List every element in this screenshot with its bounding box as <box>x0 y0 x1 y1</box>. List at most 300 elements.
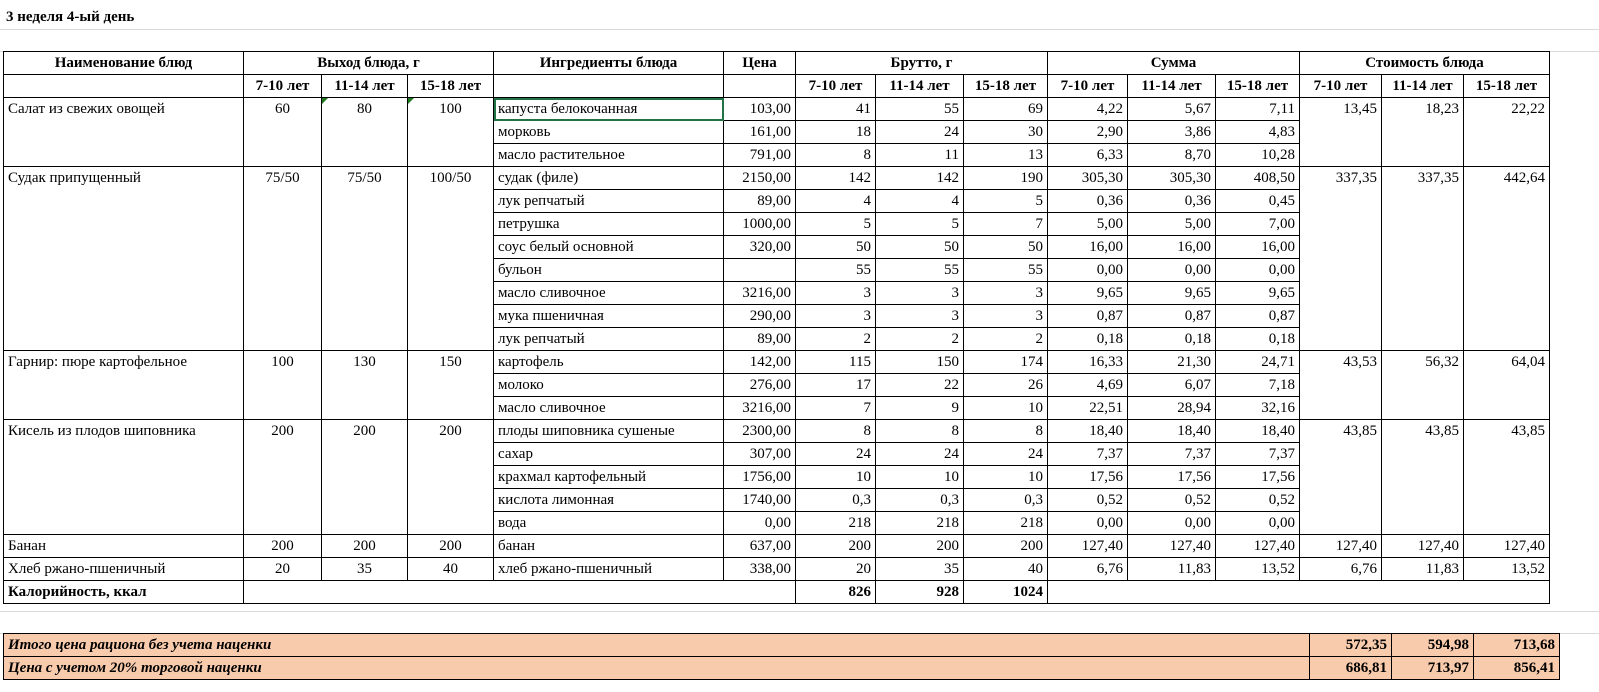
ingredient-sum-11-14[interactable]: 0,36 <box>1128 190 1216 213</box>
ingredient-sum-15-18[interactable]: 24,71 <box>1216 351 1300 374</box>
dish-yield-blank[interactable] <box>408 443 494 466</box>
dish-yield-blank[interactable] <box>408 328 494 351</box>
header-brutto-11-14[interactable]: 11-14 лет <box>876 75 964 98</box>
dish-yield-blank[interactable] <box>408 259 494 282</box>
ingredient-brutto-15-18[interactable]: 55 <box>964 259 1048 282</box>
ingredient-name[interactable]: вода <box>494 512 724 535</box>
ingredient-sum-11-14[interactable]: 0,00 <box>1128 259 1216 282</box>
dish-name-blank[interactable] <box>4 443 244 466</box>
dish-yield-blank[interactable] <box>244 305 322 328</box>
ingredient-price[interactable]: 637,00 <box>724 535 796 558</box>
ingredient-name[interactable]: соус белый основной <box>494 236 724 259</box>
ingredient-price[interactable]: 3216,00 <box>724 282 796 305</box>
dish-cost-blank[interactable] <box>1300 512 1382 535</box>
ingredient-brutto-7-10[interactable]: 218 <box>796 512 876 535</box>
dish-yield-blank[interactable] <box>322 282 408 305</box>
ingredient-brutto-11-14[interactable]: 218 <box>876 512 964 535</box>
ingredient-sum-7-10[interactable]: 22,51 <box>1048 397 1128 420</box>
ingredient-brutto-7-10[interactable]: 24 <box>796 443 876 466</box>
dish-yield-blank[interactable] <box>408 282 494 305</box>
ingredient-sum-15-18[interactable]: 0,87 <box>1216 305 1300 328</box>
dish-cost-blank[interactable] <box>1382 328 1464 351</box>
ingredient-brutto-11-14[interactable]: 24 <box>876 443 964 466</box>
calories-value-7-10[interactable]: 826 <box>796 581 876 604</box>
ingredient-sum-15-18[interactable]: 7,18 <box>1216 374 1300 397</box>
ingredient-brutto-11-14[interactable]: 10 <box>876 466 964 489</box>
header-blank[interactable] <box>4 75 244 98</box>
ingredient-brutto-11-14[interactable]: 9 <box>876 397 964 420</box>
dish-cost-7-10[interactable]: 43,85 <box>1300 420 1382 443</box>
dish-yield-15-18[interactable]: 200 <box>408 535 494 558</box>
ingredient-sum-11-14[interactable]: 17,56 <box>1128 466 1216 489</box>
dish-yield-blank[interactable] <box>408 512 494 535</box>
dish-cost-15-18[interactable]: 13,52 <box>1464 558 1550 581</box>
dish-name-blank[interactable] <box>4 328 244 351</box>
dish-yield-blank[interactable] <box>322 489 408 512</box>
ingredient-sum-7-10[interactable]: 4,22 <box>1048 98 1128 121</box>
ingredient-sum-15-18[interactable]: 17,56 <box>1216 466 1300 489</box>
ingredient-name[interactable]: банан <box>494 535 724 558</box>
dish-cost-blank[interactable] <box>1464 374 1550 397</box>
ingredient-name[interactable]: лук репчатый <box>494 190 724 213</box>
dish-cost-blank[interactable] <box>1382 489 1464 512</box>
ingredient-brutto-15-18[interactable]: 7 <box>964 213 1048 236</box>
ingredient-brutto-15-18[interactable]: 218 <box>964 512 1048 535</box>
dish-yield-blank[interactable] <box>244 190 322 213</box>
dish-yield-blank[interactable] <box>244 121 322 144</box>
dish-yield-blank[interactable] <box>408 213 494 236</box>
ingredient-sum-15-18[interactable]: 0,18 <box>1216 328 1300 351</box>
header-sum-11-14[interactable]: 11-14 лет <box>1128 75 1216 98</box>
dish-yield-15-18[interactable]: 100 <box>408 98 494 121</box>
ingredient-brutto-11-14[interactable]: 22 <box>876 374 964 397</box>
ingredient-sum-11-14[interactable]: 0,18 <box>1128 328 1216 351</box>
dish-cost-7-10[interactable]: 13,45 <box>1300 98 1382 121</box>
ingredient-brutto-7-10[interactable]: 10 <box>796 466 876 489</box>
dish-name-blank[interactable] <box>4 397 244 420</box>
dish-cost-blank[interactable] <box>1382 121 1464 144</box>
dish-cost-blank[interactable] <box>1464 121 1550 144</box>
ingredient-sum-11-14[interactable]: 9,65 <box>1128 282 1216 305</box>
ingredient-brutto-15-18[interactable]: 3 <box>964 282 1048 305</box>
ingredient-sum-11-14[interactable]: 11,83 <box>1128 558 1216 581</box>
ingredient-brutto-7-10[interactable]: 115 <box>796 351 876 374</box>
dish-cost-15-18[interactable]: 22,22 <box>1464 98 1550 121</box>
ingredient-price[interactable]: 276,00 <box>724 374 796 397</box>
dish-cost-blank[interactable] <box>1300 213 1382 236</box>
ingredient-brutto-15-18[interactable]: 3 <box>964 305 1048 328</box>
ingredient-brutto-15-18[interactable]: 190 <box>964 167 1048 190</box>
ingredient-name[interactable]: лук репчатый <box>494 328 724 351</box>
dish-cost-blank[interactable] <box>1464 443 1550 466</box>
dish-name-blank[interactable] <box>4 190 244 213</box>
ingredient-brutto-7-10[interactable]: 7 <box>796 397 876 420</box>
dish-yield-blank[interactable] <box>322 236 408 259</box>
ingredient-brutto-7-10[interactable]: 0,3 <box>796 489 876 512</box>
ingredient-brutto-11-14[interactable]: 0,3 <box>876 489 964 512</box>
header-cost-11-14[interactable]: 11-14 лет <box>1382 75 1464 98</box>
dish-name[interactable]: Банан <box>4 535 244 558</box>
dish-name-blank[interactable] <box>4 282 244 305</box>
totals-value-11-14[interactable]: 713,97 <box>1392 657 1474 680</box>
ingredient-price[interactable]: 103,00 <box>724 98 796 121</box>
ingredient-sum-7-10[interactable]: 5,00 <box>1048 213 1128 236</box>
calories-value-11-14[interactable]: 928 <box>876 581 964 604</box>
dish-cost-blank[interactable] <box>1300 397 1382 420</box>
dish-yield-blank[interactable] <box>244 328 322 351</box>
header-dish-name[interactable]: Наименование блюд <box>4 52 244 75</box>
dish-yield-blank[interactable] <box>244 259 322 282</box>
ingredient-sum-11-14[interactable]: 0,52 <box>1128 489 1216 512</box>
dish-yield-blank[interactable] <box>408 397 494 420</box>
dish-cost-blank[interactable] <box>1464 236 1550 259</box>
ingredient-name[interactable]: картофель <box>494 351 724 374</box>
dish-cost-blank[interactable] <box>1382 374 1464 397</box>
ingredient-price[interactable]: 89,00 <box>724 190 796 213</box>
ingredient-price[interactable]: 89,00 <box>724 328 796 351</box>
ingredient-brutto-7-10[interactable]: 4 <box>796 190 876 213</box>
ingredient-brutto-15-18[interactable]: 26 <box>964 374 1048 397</box>
dish-cost-blank[interactable] <box>1300 190 1382 213</box>
ingredient-brutto-7-10[interactable]: 17 <box>796 374 876 397</box>
dish-yield-blank[interactable] <box>408 121 494 144</box>
dish-name-blank[interactable] <box>4 374 244 397</box>
ingredient-brutto-7-10[interactable]: 55 <box>796 259 876 282</box>
dish-cost-11-14[interactable]: 127,40 <box>1382 535 1464 558</box>
dish-cost-blank[interactable] <box>1464 190 1550 213</box>
dish-yield-blank[interactable] <box>408 236 494 259</box>
dish-cost-15-18[interactable]: 43,85 <box>1464 420 1550 443</box>
ingredient-sum-7-10[interactable]: 17,56 <box>1048 466 1128 489</box>
header-yield-7-10[interactable]: 7-10 лет <box>244 75 322 98</box>
dish-cost-blank[interactable] <box>1464 512 1550 535</box>
totals-value-11-14[interactable]: 594,98 <box>1392 634 1474 657</box>
dish-yield-11-14[interactable]: 75/50 <box>322 167 408 190</box>
ingredient-brutto-15-18[interactable]: 30 <box>964 121 1048 144</box>
dish-yield-blank[interactable] <box>322 374 408 397</box>
dish-cost-blank[interactable] <box>1382 213 1464 236</box>
ingredient-brutto-11-14[interactable]: 50 <box>876 236 964 259</box>
ingredient-price[interactable]: 1000,00 <box>724 213 796 236</box>
dish-cost-blank[interactable] <box>1300 121 1382 144</box>
dish-cost-blank[interactable] <box>1300 443 1382 466</box>
dish-cost-blank[interactable] <box>1464 213 1550 236</box>
ingredient-brutto-7-10[interactable]: 20 <box>796 558 876 581</box>
ingredient-price[interactable]: 290,00 <box>724 305 796 328</box>
dish-yield-blank[interactable] <box>408 489 494 512</box>
totals-value-15-18[interactable]: 713,68 <box>1474 634 1560 657</box>
dish-yield-11-14[interactable]: 200 <box>322 535 408 558</box>
dish-name[interactable]: Хлеб ржано-пшеничный <box>4 558 244 581</box>
ingredient-sum-7-10[interactable]: 0,00 <box>1048 259 1128 282</box>
ingredient-sum-7-10[interactable]: 305,30 <box>1048 167 1128 190</box>
ingredient-sum-11-14[interactable]: 28,94 <box>1128 397 1216 420</box>
ingredient-price[interactable]: 3216,00 <box>724 397 796 420</box>
ingredient-sum-15-18[interactable]: 0,00 <box>1216 512 1300 535</box>
dish-yield-blank[interactable] <box>244 144 322 167</box>
dish-yield-7-10[interactable]: 60 <box>244 98 322 121</box>
ingredient-name[interactable]: кислота лимонная <box>494 489 724 512</box>
header-cost-15-18[interactable]: 15-18 лет <box>1464 75 1550 98</box>
ingredient-sum-7-10[interactable]: 9,65 <box>1048 282 1128 305</box>
ingredient-sum-15-18[interactable]: 32,16 <box>1216 397 1300 420</box>
dish-yield-blank[interactable] <box>244 213 322 236</box>
ingredient-brutto-15-18[interactable]: 0,3 <box>964 489 1048 512</box>
calories-label[interactable]: Калорийность, ккал <box>4 581 244 604</box>
dish-cost-blank[interactable] <box>1300 305 1382 328</box>
calories-blank[interactable] <box>244 581 796 604</box>
ingredient-sum-11-14[interactable]: 7,37 <box>1128 443 1216 466</box>
ingredient-sum-11-14[interactable]: 5,67 <box>1128 98 1216 121</box>
dish-yield-7-10[interactable]: 75/50 <box>244 167 322 190</box>
ingredient-brutto-15-18[interactable]: 24 <box>964 443 1048 466</box>
dish-yield-blank[interactable] <box>322 144 408 167</box>
dish-name-blank[interactable] <box>4 512 244 535</box>
dish-name[interactable]: Судак припущенный <box>4 167 244 190</box>
ingredient-name[interactable]: хлеб ржано-пшеничный <box>494 558 724 581</box>
dish-cost-15-18[interactable]: 442,64 <box>1464 167 1550 190</box>
dish-name[interactable]: Гарнир: пюре картофельное <box>4 351 244 374</box>
dish-yield-blank[interactable] <box>244 443 322 466</box>
ingredient-sum-11-14[interactable]: 0,87 <box>1128 305 1216 328</box>
ingredient-sum-7-10[interactable]: 0,36 <box>1048 190 1128 213</box>
ingredient-price[interactable]: 307,00 <box>724 443 796 466</box>
dish-yield-blank[interactable] <box>244 236 322 259</box>
ingredient-price[interactable]: 0,00 <box>724 512 796 535</box>
dish-yield-blank[interactable] <box>408 190 494 213</box>
ingredient-sum-15-18[interactable]: 7,11 <box>1216 98 1300 121</box>
dish-yield-7-10[interactable]: 200 <box>244 535 322 558</box>
dish-name-blank[interactable] <box>4 121 244 144</box>
dish-cost-blank[interactable] <box>1464 282 1550 305</box>
dish-name[interactable]: Кисель из плодов шиповника <box>4 420 244 443</box>
totals-label[interactable]: Итого цена рациона без учета наценки <box>4 634 1310 657</box>
calories-value-15-18[interactable]: 1024 <box>964 581 1048 604</box>
dish-yield-blank[interactable] <box>244 397 322 420</box>
dish-cost-blank[interactable] <box>1464 397 1550 420</box>
ingredient-sum-15-18[interactable]: 18,40 <box>1216 420 1300 443</box>
dish-cost-blank[interactable] <box>1382 397 1464 420</box>
dish-cost-11-14[interactable]: 56,32 <box>1382 351 1464 374</box>
dish-cost-blank[interactable] <box>1382 144 1464 167</box>
dish-yield-blank[interactable] <box>244 466 322 489</box>
ingredient-brutto-11-14[interactable]: 55 <box>876 98 964 121</box>
header-cost-7-10[interactable]: 7-10 лет <box>1300 75 1382 98</box>
dish-yield-blank[interactable] <box>322 190 408 213</box>
ingredient-brutto-7-10[interactable]: 142 <box>796 167 876 190</box>
ingredient-name[interactable]: плоды шиповника сушеные <box>494 420 724 443</box>
ingredient-sum-11-14[interactable]: 18,40 <box>1128 420 1216 443</box>
calories-blank[interactable] <box>1048 581 1550 604</box>
dish-name-blank[interactable] <box>4 466 244 489</box>
ingredient-brutto-11-14[interactable]: 3 <box>876 305 964 328</box>
dish-yield-7-10[interactable]: 200 <box>244 420 322 443</box>
ingredient-name[interactable]: судак (филе) <box>494 167 724 190</box>
ingredient-brutto-11-14[interactable]: 35 <box>876 558 964 581</box>
header-brutto-15-18[interactable]: 15-18 лет <box>964 75 1048 98</box>
header-ingredients-blank[interactable] <box>494 75 724 98</box>
ingredient-brutto-11-14[interactable]: 3 <box>876 282 964 305</box>
header-sum-15-18[interactable]: 15-18 лет <box>1216 75 1300 98</box>
dish-cost-15-18[interactable]: 64,04 <box>1464 351 1550 374</box>
dish-yield-blank[interactable] <box>408 305 494 328</box>
ingredient-brutto-15-18[interactable]: 10 <box>964 466 1048 489</box>
ingredient-sum-15-18[interactable]: 10,28 <box>1216 144 1300 167</box>
dish-cost-blank[interactable] <box>1382 259 1464 282</box>
dish-yield-blank[interactable] <box>322 259 408 282</box>
ingredient-brutto-11-14[interactable]: 11 <box>876 144 964 167</box>
dish-yield-15-18[interactable]: 200 <box>408 420 494 443</box>
dish-cost-blank[interactable] <box>1300 236 1382 259</box>
ingredient-sum-15-18[interactable]: 408,50 <box>1216 167 1300 190</box>
dish-yield-blank[interactable] <box>322 443 408 466</box>
ingredient-sum-7-10[interactable]: 2,90 <box>1048 121 1128 144</box>
ingredient-sum-11-14[interactable]: 6,07 <box>1128 374 1216 397</box>
dish-cost-blank[interactable] <box>1382 190 1464 213</box>
ingredient-name[interactable]: петрушка <box>494 213 724 236</box>
dish-cost-blank[interactable] <box>1300 466 1382 489</box>
ingredient-sum-15-18[interactable]: 0,45 <box>1216 190 1300 213</box>
dish-name-blank[interactable] <box>4 144 244 167</box>
ingredient-brutto-7-10[interactable]: 3 <box>796 282 876 305</box>
ingredient-sum-7-10[interactable]: 127,40 <box>1048 535 1128 558</box>
ingredient-name[interactable]: масло растительное <box>494 144 724 167</box>
ingredient-sum-7-10[interactable]: 0,52 <box>1048 489 1128 512</box>
dish-yield-blank[interactable] <box>322 305 408 328</box>
totals-value-15-18[interactable]: 856,41 <box>1474 657 1560 680</box>
dish-cost-15-18[interactable]: 127,40 <box>1464 535 1550 558</box>
ingredient-name[interactable]: масло сливочное <box>494 282 724 305</box>
dish-cost-11-14[interactable]: 11,83 <box>1382 558 1464 581</box>
dish-yield-blank[interactable] <box>244 489 322 512</box>
dish-cost-7-10[interactable]: 337,35 <box>1300 167 1382 190</box>
header-price[interactable]: Цена <box>724 52 796 75</box>
dish-cost-blank[interactable] <box>1464 259 1550 282</box>
ingredient-sum-7-10[interactable]: 4,69 <box>1048 374 1128 397</box>
ingredient-brutto-7-10[interactable]: 18 <box>796 121 876 144</box>
dish-yield-15-18[interactable]: 100/50 <box>408 167 494 190</box>
ingredient-sum-15-18[interactable]: 4,83 <box>1216 121 1300 144</box>
ingredient-sum-15-18[interactable]: 0,00 <box>1216 259 1300 282</box>
totals-value-7-10[interactable]: 686,81 <box>1310 657 1392 680</box>
dish-name[interactable]: Салат из свежих овощей <box>4 98 244 121</box>
ingredient-sum-7-10[interactable]: 18,40 <box>1048 420 1128 443</box>
sheet-title[interactable]: 3 неделя 4-ый день <box>6 9 135 25</box>
ingredient-price[interactable]: 2300,00 <box>724 420 796 443</box>
ingredient-sum-7-10[interactable]: 16,00 <box>1048 236 1128 259</box>
ingredient-brutto-11-14[interactable]: 2 <box>876 328 964 351</box>
dish-cost-blank[interactable] <box>1382 282 1464 305</box>
dish-cost-blank[interactable] <box>1382 443 1464 466</box>
ingredient-brutto-7-10[interactable]: 3 <box>796 305 876 328</box>
dish-yield-7-10[interactable]: 100 <box>244 351 322 374</box>
ingredient-price[interactable]: 338,00 <box>724 558 796 581</box>
header-sum-7-10[interactable]: 7-10 лет <box>1048 75 1128 98</box>
ingredient-name[interactable]: молоко <box>494 374 724 397</box>
dish-cost-blank[interactable] <box>1464 328 1550 351</box>
dish-cost-blank[interactable] <box>1382 466 1464 489</box>
dish-cost-blank[interactable] <box>1464 144 1550 167</box>
dish-cost-blank[interactable] <box>1464 305 1550 328</box>
dish-cost-blank[interactable] <box>1300 374 1382 397</box>
dish-cost-7-10[interactable]: 6,76 <box>1300 558 1382 581</box>
dish-cost-7-10[interactable]: 127,40 <box>1300 535 1382 558</box>
dish-cost-blank[interactable] <box>1300 328 1382 351</box>
ingredient-sum-7-10[interactable]: 7,37 <box>1048 443 1128 466</box>
ingredient-brutto-7-10[interactable]: 200 <box>796 535 876 558</box>
dish-cost-11-14[interactable]: 337,35 <box>1382 167 1464 190</box>
ingredient-sum-15-18[interactable]: 16,00 <box>1216 236 1300 259</box>
ingredient-sum-7-10[interactable]: 6,76 <box>1048 558 1128 581</box>
ingredient-price[interactable]: 2150,00 <box>724 167 796 190</box>
ingredient-sum-15-18[interactable]: 13,52 <box>1216 558 1300 581</box>
ingredient-sum-15-18[interactable]: 9,65 <box>1216 282 1300 305</box>
ingredient-name[interactable]: масло сливочное <box>494 397 724 420</box>
ingredient-sum-7-10[interactable]: 0,18 <box>1048 328 1128 351</box>
ingredient-sum-11-14[interactable]: 16,00 <box>1128 236 1216 259</box>
ingredient-sum-11-14[interactable]: 127,40 <box>1128 535 1216 558</box>
dish-cost-blank[interactable] <box>1300 259 1382 282</box>
ingredient-brutto-11-14[interactable]: 55 <box>876 259 964 282</box>
ingredient-sum-7-10[interactable]: 0,87 <box>1048 305 1128 328</box>
header-brutto-7-10[interactable]: 7-10 лет <box>796 75 876 98</box>
ingredient-name[interactable]: крахмал картофельный <box>494 466 724 489</box>
dish-cost-blank[interactable] <box>1464 466 1550 489</box>
header-dish-cost[interactable]: Стоимость блюда <box>1300 52 1550 75</box>
ingredient-sum-15-18[interactable]: 7,37 <box>1216 443 1300 466</box>
dish-cost-7-10[interactable]: 43,53 <box>1300 351 1382 374</box>
ingredient-sum-11-14[interactable]: 5,00 <box>1128 213 1216 236</box>
ingredient-brutto-15-18[interactable]: 13 <box>964 144 1048 167</box>
ingredient-price[interactable] <box>724 259 796 282</box>
dish-cost-blank[interactable] <box>1300 489 1382 512</box>
ingredient-brutto-7-10[interactable]: 50 <box>796 236 876 259</box>
ingredient-price[interactable]: 791,00 <box>724 144 796 167</box>
ingredient-brutto-11-14[interactable]: 142 <box>876 167 964 190</box>
ingredient-brutto-7-10[interactable]: 8 <box>796 144 876 167</box>
dish-name-blank[interactable] <box>4 259 244 282</box>
dish-yield-15-18[interactable]: 40 <box>408 558 494 581</box>
dish-name-blank[interactable] <box>4 305 244 328</box>
dish-yield-blank[interactable] <box>322 328 408 351</box>
ingredient-brutto-15-18[interactable]: 200 <box>964 535 1048 558</box>
dish-yield-blank[interactable] <box>322 466 408 489</box>
ingredient-brutto-15-18[interactable]: 8 <box>964 420 1048 443</box>
ingredient-price[interactable]: 1740,00 <box>724 489 796 512</box>
dish-yield-blank[interactable] <box>322 512 408 535</box>
ingredient-brutto-7-10[interactable]: 5 <box>796 213 876 236</box>
ingredient-brutto-11-14[interactable]: 5 <box>876 213 964 236</box>
ingredient-brutto-7-10[interactable]: 8 <box>796 420 876 443</box>
ingredient-sum-11-14[interactable]: 21,30 <box>1128 351 1216 374</box>
ingredient-brutto-15-18[interactable]: 2 <box>964 328 1048 351</box>
ingredient-brutto-11-14[interactable]: 4 <box>876 190 964 213</box>
ingredient-sum-15-18[interactable]: 0,52 <box>1216 489 1300 512</box>
ingredient-sum-7-10[interactable]: 6,33 <box>1048 144 1128 167</box>
ingredient-sum-7-10[interactable]: 16,33 <box>1048 351 1128 374</box>
ingredient-brutto-11-14[interactable]: 8 <box>876 420 964 443</box>
dish-yield-11-14[interactable]: 200 <box>322 420 408 443</box>
header-yield-11-14[interactable]: 11-14 лет <box>322 75 408 98</box>
dish-cost-blank[interactable] <box>1464 489 1550 512</box>
dish-name-blank[interactable] <box>4 236 244 259</box>
dish-yield-15-18[interactable]: 150 <box>408 351 494 374</box>
dish-yield-blank[interactable] <box>244 374 322 397</box>
dish-name-blank[interactable] <box>4 489 244 512</box>
ingredient-name[interactable]: мука пшеничная <box>494 305 724 328</box>
dish-yield-blank[interactable] <box>408 466 494 489</box>
dish-yield-blank[interactable] <box>322 213 408 236</box>
